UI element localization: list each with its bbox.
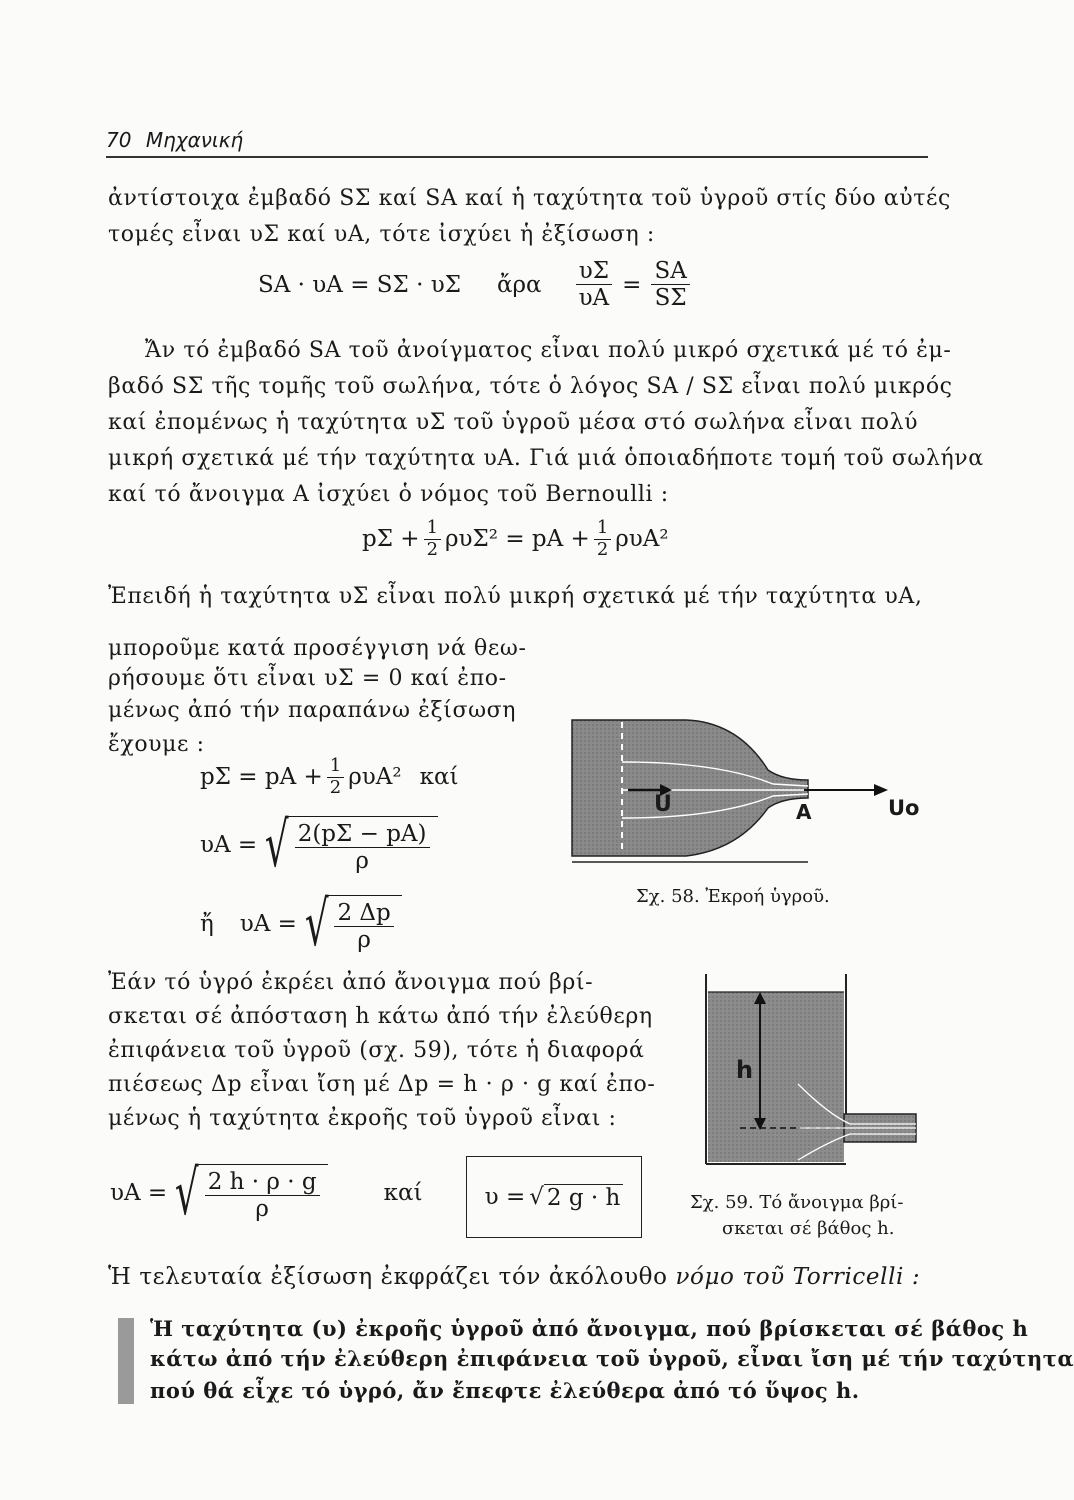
figure-58-caption: Σχ. 58. Ἐκροή ὑγροῦ. — [636, 886, 830, 907]
para4-line5: μένως ἡ ταχύτητα ἐκροῆς τοῦ ὑγροῦ εἶναι : — [108, 1106, 617, 1131]
para3-line1: Ἐπειδή ἡ ταχύτητα υΣ εἶναι πολύ μικρή σχετικά μέ τήν ταχύτητα υA, — [108, 584, 923, 609]
sqrt-sign: √ $\frac{2 \Delta p}{\rho}$ — [297, 895, 402, 954]
equation-torricelli-full: υA = √ $\frac{2 h \cdot \rho \cdot g}{\rho}$ καί — [110, 1156, 423, 1229]
header-rule — [106, 156, 928, 158]
para3-line4: μένως ἀπό τήν παραπάνω ἐξίσωση — [108, 698, 517, 723]
para2-line5: καί τό ἄνοιγμα Α ἰσχύει ὁ νόμος τοῦ Bernoulli : — [108, 482, 669, 507]
figure-59-torricelli — [700, 964, 922, 1174]
law-line1: Ἡ ταχύτητα (υ) ἐκροῆς ὑγροῦ ἀπό ἄνοιγμα, πού βρίσκεται σέ βάθος h — [150, 1316, 1029, 1341]
eq1-lhs: SA · υA = SΣ · υΣ — [258, 271, 461, 298]
law-marker-bar — [118, 1318, 134, 1404]
para1-line1: ἀντίστοιχα ἐμβαδό SΣ καί SA καί ἡ ταχύτητα τοῦ ὑγροῦ στίς δύο αὐτές — [108, 186, 951, 211]
equation-pressure: pΣ = pA + $\frac{1}{2}$ ρυA² καί — [200, 755, 459, 798]
para2-line4: μικρή σχετικά μέ τήν ταχύτητα υA. Γιά μιά ὁποιαδήποτε τομή τοῦ σωλήνα — [108, 446, 984, 471]
label-uo: Uo — [888, 796, 920, 820]
figure-59-caption-line1: Σχ. 59. Τό ἄνοιγμα βρί- — [690, 1192, 904, 1213]
para3-line2: μποροῦμε κατά προσέγγιση νά θεω- — [108, 636, 527, 661]
para5: Ἡ τελευταία ἐξίσωση ἐκφράζει τόν ἀκόλουθο νόμο τοῦ Torricelli : — [108, 1264, 921, 1290]
figure-59-caption-line2: σκεται σέ βάθος h. — [722, 1218, 895, 1239]
boxed-torricelli-formula: υ = √ 2 g · h — [466, 1156, 642, 1238]
sqrt-sign: √ $\frac{2(p\Sigma - pA)}{\rho}$ — [257, 816, 437, 875]
equation-continuity: SA · υA = SΣ · υΣ ἄρα $\frac{\upsilon\Sigma}{\upsilon A}$ = $\frac{SA}{S\Sigma}$ — [258, 258, 694, 312]
section-title: Μηχανική — [145, 128, 244, 152]
outflow-diagram — [568, 712, 928, 872]
equation-bernoulli: pΣ + $\frac{1}{2}$ ρυΣ² = pA + $\frac{1}{2}$ ρυA² — [362, 517, 669, 560]
equation-velocity-delta: ἤ υA = √ $\frac{2 \Delta p}{\rho}$ — [200, 895, 402, 954]
label-a: A — [796, 800, 812, 824]
eq1-word: ἄρα — [496, 271, 542, 298]
sqrt-sign: √ $\frac{2 h \cdot \rho \cdot g}{\rho}$ — [167, 1164, 327, 1223]
eq1-fraction-area: $\frac{SA}{S\Sigma}$ — [651, 258, 689, 312]
para4-line2: σκεται σέ ἀπόσταση h κάτω ἀπό τήν ἐλεύθερη — [108, 1004, 653, 1029]
equation-velocity-a: υA = √ $\frac{2(p\Sigma - pA)}{\rho}$ — [200, 816, 438, 875]
page-number: 70 — [106, 128, 132, 152]
para4-line3: ἐπιφάνεια τοῦ ὑγροῦ (σχ. 59), τότε ἡ διαφορά — [108, 1038, 645, 1063]
para2-line3: καί ἐπομένως ἡ ταχύτητα υΣ τοῦ ὑγροῦ μέσα στό σωλήνα εἶναι πολύ — [108, 410, 919, 435]
para2-line2: βαδό SΣ τῆς τομῆς τοῦ σωλήνα, τότε ὁ λόγος SA / SΣ εἶναι πολύ μικρός — [108, 374, 953, 399]
para2-line1: Ἄν τό ἐμβαδό SA τοῦ ἀνοίγματος εἶναι πολύ μικρό σχετικά μέ τό ἐμ- — [145, 338, 952, 363]
para3-line5: ἔχουμε : — [108, 732, 205, 757]
law-line2: κάτω ἀπό τήν ἐλεύθερη ἐπιφάνεια τοῦ ὑγροῦ, εἶναι ἴση μέ τήν ταχύτητα — [150, 1346, 1074, 1371]
figure-58-outflow — [568, 712, 928, 872]
law-line3: πού θά εἶχε τό ὑγρό, ἄν ἔπεφτε ἐλεύθερα ἀπό τό ὕψος h. — [150, 1378, 860, 1403]
para1-line2: τομές εἶναι υΣ καί υA, τότε ἰσχύει ἡ ἐξίσωση : — [108, 222, 655, 247]
tank-diagram — [700, 964, 922, 1174]
eq1-fraction-velocity: $\frac{\upsilon\Sigma}{\upsilon A}$ — [576, 258, 613, 312]
para4-line1: Ἐάν τό ὑγρό ἐκρέει ἀπό ἄνοιγμα πού βρί- — [108, 970, 594, 995]
para3-line3: ρήσουμε ὅτι εἶναι υΣ = 0 καί ἐπο- — [108, 666, 507, 691]
para4-line4: πιέσεως Δp εἶναι ἴση μέ Δp = h · ρ · g καί ἐπο- — [108, 1072, 656, 1097]
label-h: h — [736, 1056, 754, 1084]
page-header — [106, 128, 243, 152]
label-u: U — [654, 792, 672, 817]
